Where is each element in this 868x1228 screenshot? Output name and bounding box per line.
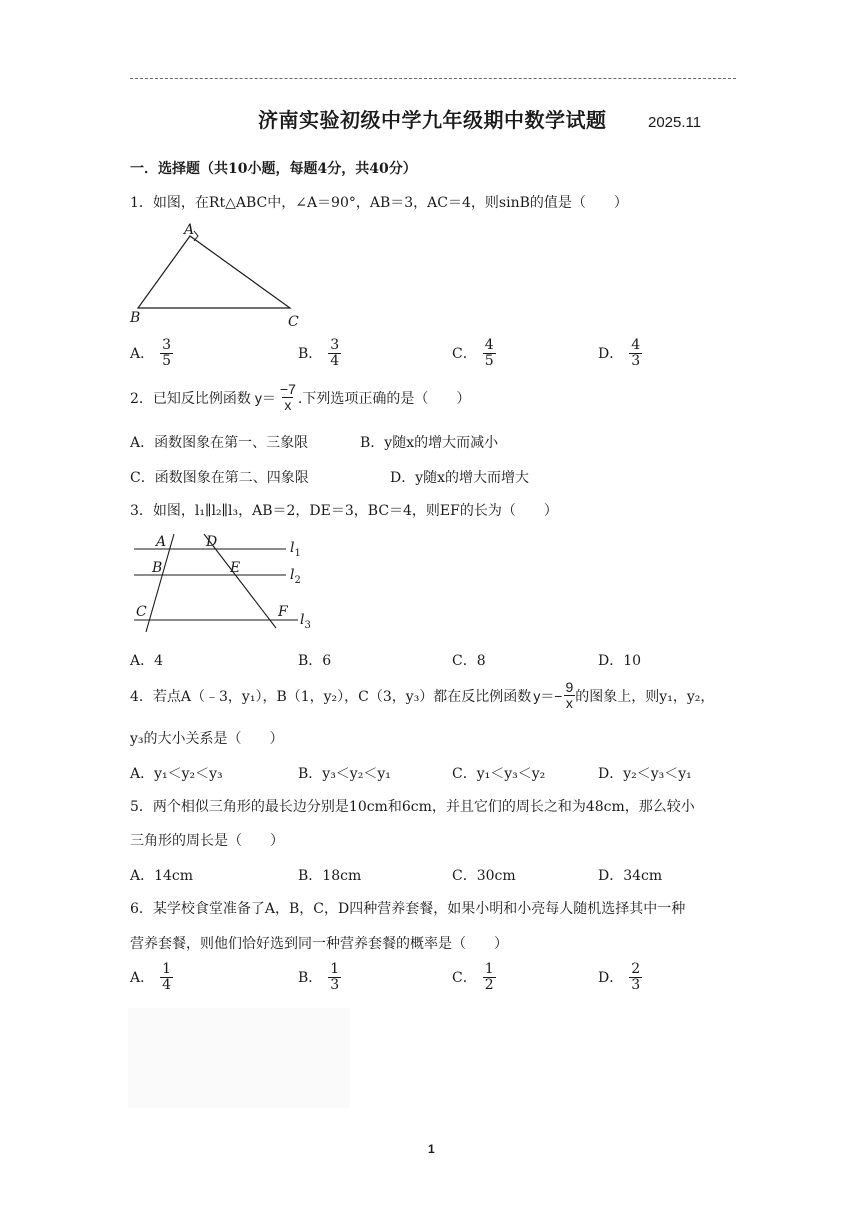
q6-option-c[interactable] — [452, 962, 496, 994]
q6-option-b[interactable] — [298, 962, 341, 994]
option-label: B． — [298, 969, 323, 986]
point-a-label: A — [156, 534, 167, 550]
fraction-numerator: 4 — [484, 337, 494, 353]
q5-option-d[interactable]: D．34cm — [598, 868, 663, 884]
l3-letter: l — [300, 612, 305, 628]
vertex-b-label: B — [130, 310, 141, 326]
fraction-denominator: 5 — [162, 353, 172, 370]
q4-option-c[interactable]: C．y₁＜y₃＜y₂ — [452, 766, 546, 782]
figure-triangle-abc — [128, 222, 308, 332]
line-l1-label — [290, 540, 301, 559]
exam-date: 2025.11 — [648, 114, 702, 131]
q4-prefix: 4．若点A（﹣3，y₁），B（1，y₂），C（3，y₃）都在反比例函数 — [130, 688, 532, 705]
q4-option-b[interactable]: B．y₃＜y₂＜y₁ — [298, 766, 391, 782]
q3-option-d[interactable]: D．10 — [598, 653, 642, 669]
q3-option-c[interactable]: C．8 — [452, 653, 486, 669]
option-label: C． — [452, 969, 477, 986]
fraction-denominator: x — [565, 695, 573, 712]
point-d-label: D — [206, 534, 218, 550]
right-angle-mark — [194, 231, 198, 241]
q2-option-b[interactable]: B．y随x的增大而减小 — [360, 435, 499, 451]
question-4-text — [130, 680, 714, 712]
fraction-denominator: 3 — [631, 353, 641, 370]
fraction-denominator: 5 — [484, 353, 494, 370]
option-label: D． — [598, 969, 624, 986]
scan-smudge — [128, 1008, 350, 1108]
q5-option-a[interactable]: A．14cm — [130, 868, 194, 884]
question-6-line-1: 6．某学校食堂准备了A，B，C，D四种营养套餐，如果小明和小亮每人随机选择其中一种 — [130, 901, 686, 917]
q3-option-b[interactable]: B．6 — [298, 653, 332, 669]
q2-suffix: .下列选项正确的是（ ） — [297, 390, 471, 407]
q1-option-b[interactable] — [298, 338, 341, 370]
q1-option-c[interactable] — [452, 338, 496, 370]
l1-subscript: 1 — [294, 548, 301, 559]
fraction-denominator: 2 — [484, 977, 494, 994]
q4-option-d[interactable]: D．y₂＜y₃＜y₁ — [598, 766, 692, 782]
option-label: A． — [130, 969, 155, 986]
q6-option-d[interactable] — [598, 962, 642, 994]
fraction-denominator: 4 — [330, 353, 340, 370]
page-title: 济南实验初级中学九年级期中数学试题 — [258, 108, 607, 132]
fraction-numerator: −7 — [279, 381, 296, 397]
q3-option-a[interactable]: A．4 — [130, 653, 164, 669]
q2-equation-lhs: y＝ — [254, 389, 276, 406]
q4-equation-lhs: y＝− — [533, 687, 563, 704]
option-label: B． — [298, 345, 323, 362]
vertex-c-label: C — [288, 314, 299, 330]
fraction-denominator: 3 — [330, 977, 340, 994]
question-5-line-2: 三角形的周长是（ ） — [130, 833, 284, 849]
l3-subscript: 3 — [304, 620, 311, 631]
q4-option-a[interactable]: A．y₁＜y₂＜y₃ — [130, 766, 223, 782]
q5-option-b[interactable]: B．18cm — [298, 868, 362, 884]
option-label: C． — [452, 345, 477, 362]
q2-option-d[interactable]: D．y随x的增大而增大 — [390, 470, 530, 486]
question-2-text — [130, 382, 470, 414]
q4-suffix: 的图象上，则y₁，y₂， — [575, 688, 715, 705]
q2-prefix: 2．已知反比例函数 — [130, 390, 251, 407]
l2-subscript: 2 — [294, 575, 301, 586]
triangle-shape — [138, 236, 290, 308]
page-number: 1 — [428, 1142, 435, 1156]
point-e-label: E — [230, 560, 241, 576]
section-heading: 一．选择题（共10小题，每题4分，共40分） — [130, 161, 417, 177]
figure-parallel-lines — [130, 530, 320, 636]
point-f-label: F — [278, 604, 288, 620]
fraction-numerator: 9 — [565, 679, 574, 695]
q2-option-c[interactable]: C．函数图象在第二、四象限 — [130, 470, 309, 486]
l2-letter: l — [290, 567, 295, 583]
line-l3-label — [300, 612, 311, 631]
fraction-denominator: 3 — [631, 977, 641, 994]
option-label: A． — [130, 345, 155, 362]
point-c-label: C — [136, 604, 147, 620]
question-3-text: 3．如图，l₁∥l₂∥l₃，AB＝2，DE＝3，BC＝4，则EF的长为（ ） — [130, 503, 558, 519]
fraction-numerator: 2 — [631, 961, 641, 977]
q2-option-a[interactable]: A．函数图象在第一、三象限 — [130, 435, 309, 451]
fraction-numerator: 4 — [631, 337, 641, 353]
q5-option-c[interactable]: C．30cm — [452, 868, 516, 884]
l1-letter: l — [290, 540, 295, 556]
fraction-numerator: 3 — [330, 337, 340, 353]
header-divider — [130, 78, 736, 79]
question-5-line-1: 5．两个相似三角形的最长边分别是10cm和6cm，并且它们的周长之和为48cm，那么较小 — [130, 799, 695, 815]
fraction-denominator: 4 — [162, 977, 172, 994]
point-b-label: B — [152, 560, 163, 576]
fraction-numerator: 3 — [162, 337, 172, 353]
q1-option-a[interactable] — [130, 338, 173, 370]
vertex-a-label: A — [184, 222, 195, 238]
option-label: D． — [598, 345, 624, 362]
q6-option-a[interactable] — [130, 962, 173, 994]
q1-option-d[interactable] — [598, 338, 642, 370]
fraction-denominator: x — [284, 397, 292, 414]
fraction-numerator: 1 — [484, 961, 494, 977]
question-1-text: 1．如图，在Rt△ABC中，∠A＝90°，AB＝3，AC＝4，则sinB的值是（ ） — [130, 195, 628, 211]
fraction-numerator: 1 — [330, 961, 340, 977]
question-6-line-2: 营养套餐，则他们恰好选到同一种营养套餐的概率是（ ） — [130, 936, 508, 952]
question-4-line-2: y₃的大小关系是（ ） — [130, 731, 284, 747]
fraction-numerator: 1 — [162, 961, 172, 977]
line-l2-label — [290, 567, 301, 586]
